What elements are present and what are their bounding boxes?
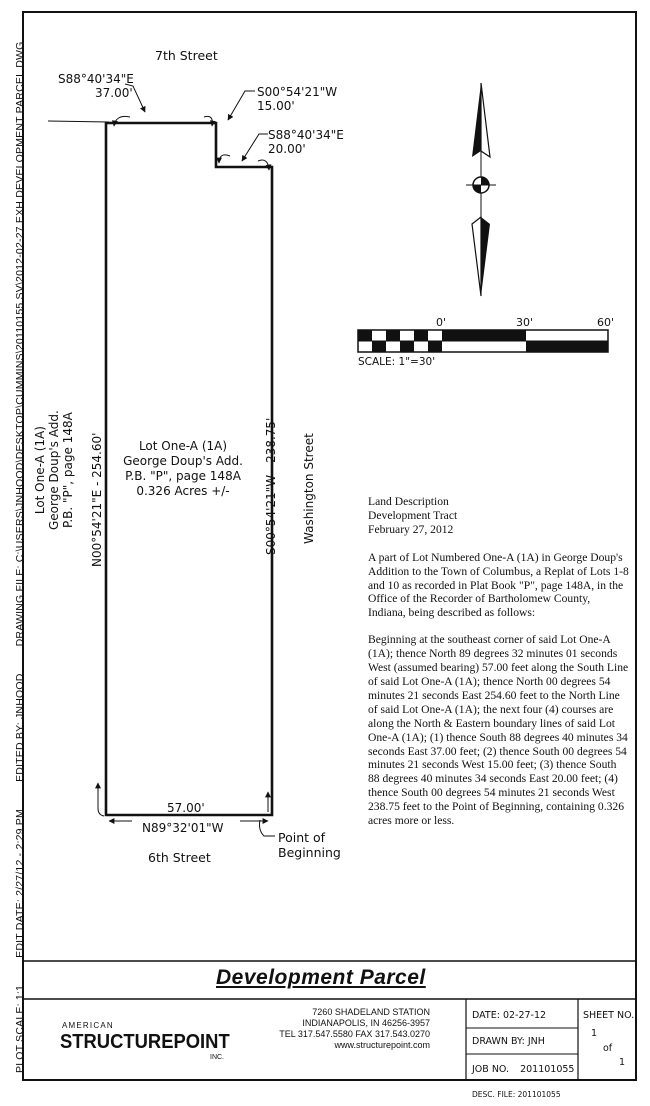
- plot-scale: 1:1: [14, 984, 26, 1001]
- leader: [242, 134, 268, 161]
- east-line-callout: S00°54'21"W - 238.75': [264, 417, 278, 555]
- desc-file-value: 201101055: [517, 1090, 561, 1099]
- drawing-file: C:\USERS\JNHOOD\DESKTOP\CUMMINS\20110155.SV\2012-02-27.EXH.DEVELOPMENT PARCEL.DWG: [14, 41, 26, 563]
- corner-arrow: [98, 783, 104, 816]
- corner-arrow: [219, 155, 230, 163]
- edited-by: JNHOOD: [14, 673, 26, 720]
- sheet-of-label: of: [603, 1043, 613, 1054]
- adjacent-lot-line: Lot One-A (1A): [33, 426, 47, 515]
- desc-file-note: [472, 1090, 561, 1099]
- date-label: DATE:: [472, 1010, 500, 1021]
- description-paragraph: Beginning at the southeast corner of said Lot One-A (1A); thence North 89 degrees 32 minutes 01 seconds West (assumed bearing) 57.00 feet along the South Line of said Lot One-A (1A); thence North 00 degrees 54 minutes 21 seconds East 254.60 feet to the North Line of said Lot One-A (1A); the next four (4) courses are along the North & Eastern boundary lines of said Lot One-A (1A); (1) thence South 88 degrees 40 minutes 34 seconds East 37.00 feet; (2) thence South 00 degrees 54 minutes 21 seconds West 15.00 feet; (3) thence South 88 degrees 40 minutes 34 seconds East 20.00 feet; (4) thence South 00 degrees 54 minutes 21 seconds West 238.75 feet to the Point of Beginning, containing 0.326 acres more or less.: [368, 633, 629, 828]
- adjacent-lot-label: [33, 410, 75, 530]
- west-line-callout: N00°54'21"E - 254.60': [90, 432, 104, 567]
- description-heading: [368, 495, 630, 537]
- sheet-total: 1: [619, 1057, 626, 1068]
- south-line-distance: 57.00': [167, 801, 205, 815]
- edited-by-label: EDITED BY:: [14, 722, 26, 782]
- land-description: [368, 495, 630, 841]
- company-address: [240, 1007, 430, 1051]
- drawn-by-label: DRAWN BY:: [472, 1036, 525, 1047]
- leader: [260, 820, 276, 836]
- edit-date-label: EDIT DATE:: [14, 899, 26, 958]
- lot-label-line: P.B. "P", page 148A: [125, 469, 241, 483]
- desc-file-label: DESC. FILE:: [472, 1090, 516, 1099]
- north-street-label: 7th Street: [155, 48, 218, 63]
- description-subtitle: Development Tract: [368, 508, 458, 522]
- description-title: Land Description: [368, 495, 449, 508]
- drawing-title: Development Parcel: [216, 966, 426, 989]
- sheet-number: 1: [591, 1028, 598, 1039]
- drawn-by-value: JNH: [527, 1036, 545, 1047]
- address-line: 7260 SHADELAND STATION: [312, 1007, 430, 1017]
- date-field: [472, 1010, 546, 1021]
- drawn-by-field: [472, 1036, 545, 1047]
- south-street-label: 6th Street: [148, 850, 211, 865]
- job-number-label: JOB NO.: [472, 1064, 510, 1075]
- corner-arrow: [114, 116, 130, 126]
- pob-line: Point of: [278, 830, 326, 845]
- distance: 15.00': [257, 99, 295, 113]
- job-number-field: [472, 1064, 574, 1075]
- lot-label-line: 0.326 Acres +/-: [136, 484, 230, 498]
- website-link[interactable]: www.structurepoint.com: [334, 1040, 430, 1050]
- logo-inc-text: INC.: [210, 1054, 224, 1061]
- scale-tick-60: 60': [597, 316, 615, 329]
- north-arrow-icon: [466, 83, 496, 296]
- address-line: INDIANAPOLIS, IN 46256-3957: [302, 1018, 430, 1028]
- date-value: 02-27-12: [502, 1010, 547, 1021]
- adjacent-lot-line: P.B. "P", page 148A: [61, 412, 75, 529]
- sheet-number-label: SHEET NO.: [583, 1010, 635, 1021]
- corner-arrow: [204, 116, 212, 126]
- logo-top-text: AMERICAN: [62, 1021, 114, 1030]
- row-line: [48, 121, 109, 122]
- south-line-bearing: N89°32'01"W: [142, 821, 224, 835]
- leader: [228, 91, 255, 120]
- corner-arrow: [258, 160, 269, 170]
- east-street-label: Washington Street: [302, 433, 316, 544]
- lot-label: [112, 439, 254, 499]
- drawing-file-label: DRAWING FILE:: [14, 565, 26, 647]
- distance: 37.00': [95, 86, 133, 100]
- lot-label-line: George Doup's Add.: [123, 454, 243, 468]
- point-of-beginning-label: [278, 830, 341, 860]
- scale-tick-30: 30': [516, 316, 534, 329]
- job-number-value: 201101055: [520, 1064, 575, 1075]
- scale-tick-0: 0': [436, 316, 447, 329]
- bearing-callout-step: [268, 128, 344, 156]
- bearing: S00°54'21"W: [257, 85, 338, 99]
- phone-line: TEL 317.547.5580 FAX 317.543.0270: [279, 1029, 430, 1039]
- bearing-callout-north: [58, 72, 134, 100]
- description-paragraph: A part of Lot Numbered One-A (1A) in George Doup's Addition to the Town of Columbus, a Replat of Lots 1-8 and 10 as recorded in Plat Book "P", page 148A, in the Office of the Recorder of Bartholomew County, Indiana, being described as follows:: [368, 550, 629, 620]
- scale-bar-graphic: [358, 330, 608, 352]
- bearing-callout-notch: [257, 85, 337, 113]
- lot-label-line: Lot One-A (1A): [138, 439, 228, 453]
- scale-label: SCALE: 1"=30': [358, 356, 436, 368]
- distance: 20.00': [268, 142, 306, 156]
- drawing-info-strip: [14, 23, 26, 1073]
- pob-line: Beginning: [278, 845, 341, 860]
- description-date: February 27, 2012: [368, 522, 454, 536]
- bearing: S88°40'34"E: [268, 128, 344, 142]
- adjacent-lot-line: George Doup's Add.: [47, 410, 61, 530]
- plot-scale-label: PLOT SCALE:: [14, 1003, 26, 1073]
- bearing: S88°40'34"E: [58, 72, 134, 86]
- company-logo: STRUCTUREPOINT: [60, 1031, 230, 1053]
- edit-date: 2/27/12 - 2:29 PM: [14, 809, 26, 896]
